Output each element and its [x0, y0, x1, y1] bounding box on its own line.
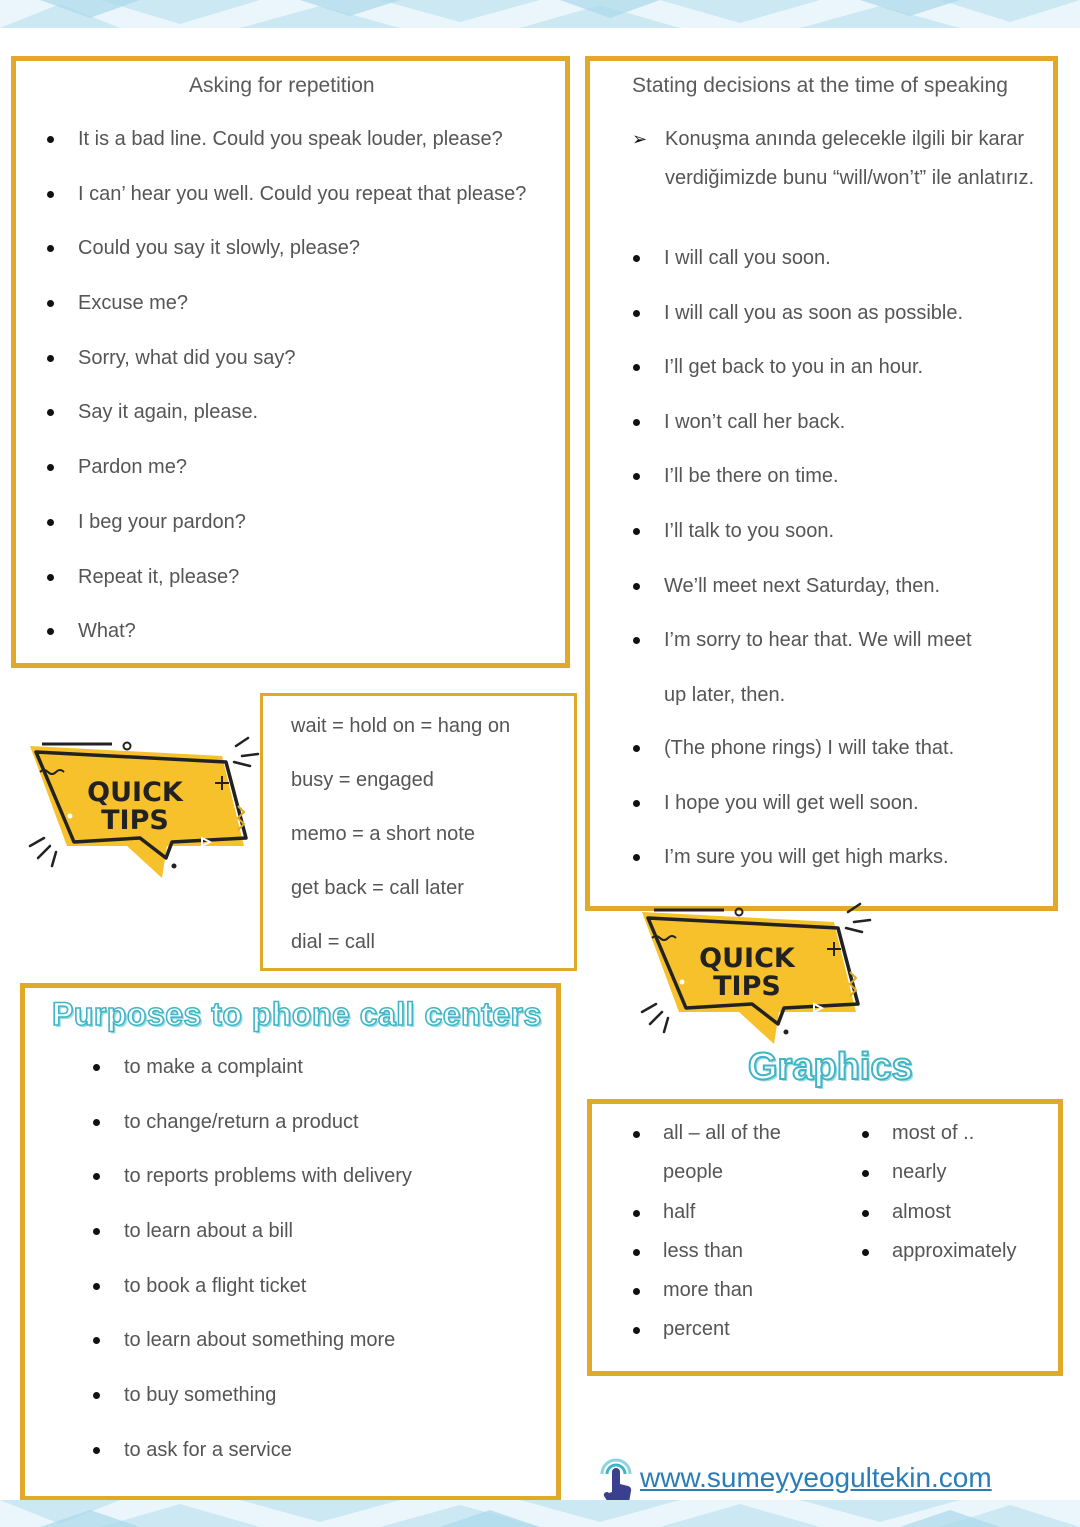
purposes-list	[0, 1040, 412, 1478]
graphics-right-list	[859, 1114, 1017, 1271]
list-item: to reports problems with delivery	[0, 1149, 412, 1204]
repetition-list	[11, 112, 526, 659]
decision-note	[632, 120, 1052, 198]
graphics-left-list	[630, 1114, 781, 1350]
bottom-decorative-band	[0, 1500, 1080, 1527]
arrow-right-icon: ➢	[632, 129, 648, 149]
list-item: I will call you soon.	[589, 231, 984, 286]
decisions-heading: Stating decisions at the time of speaking	[632, 74, 1008, 97]
quick-tips-badge	[22, 734, 262, 889]
list-item: Say it again, please.	[11, 385, 526, 440]
purposes-title: Purposes to phone call centers	[52, 996, 542, 1032]
list-item: I’ll get back to you in an hour.	[589, 340, 984, 395]
list-item: I hope you will get well soon.	[589, 776, 984, 831]
decision-note-text: Konuşma anında gelecekle ilgili bir karar verdiğimizde bunu “will/won’t” ile anlatırız.	[665, 128, 1035, 189]
list-item: Pardon me?	[11, 440, 526, 495]
list-item: people	[663, 1161, 724, 1184]
list-item: Repeat it, please?	[11, 550, 526, 605]
badge-line1: QUICK	[699, 943, 795, 974]
list-item: to make a complaint	[0, 1040, 412, 1095]
list-item: I’m sorry to hear that. We will meet up later, then.	[589, 613, 984, 721]
list-item: (The phone rings) I will take that.	[589, 721, 984, 776]
quick-tips-badge	[634, 900, 874, 1055]
list-item: I can’ hear you well. Could you repeat that please?	[11, 167, 526, 222]
list-item: half	[630, 1193, 781, 1232]
repetition-heading: Asking for repetition	[189, 74, 375, 97]
list-item: I will call you as soon as possible.	[589, 286, 984, 341]
list-item: Excuse me?	[11, 276, 526, 331]
list-item: I’m sure you will get high marks.	[589, 830, 984, 885]
website-link[interactable]: www.sumeyyeogultekin.com	[640, 1462, 992, 1493]
tip-item: wait = hold on = hang on	[291, 715, 511, 737]
list-item: percent	[630, 1310, 781, 1349]
list-item: approximately	[859, 1232, 1017, 1271]
tip-item: get back = call later	[291, 877, 464, 899]
tip-item: busy = engaged	[291, 769, 434, 791]
list-item: I won’t call her back.	[589, 395, 984, 450]
list-item: I’ll talk to you soon.	[589, 504, 984, 559]
list-item: almost	[859, 1193, 1017, 1232]
list-item: I beg your pardon?	[11, 495, 526, 550]
badge-line2: TIPS	[101, 805, 169, 836]
list-item: We’ll meet next Saturday, then.	[589, 559, 984, 614]
badge-line2: TIPS	[713, 971, 781, 1002]
list-item: I’ll be there on time.	[589, 449, 984, 504]
list-item: It is a bad line. Could you speak louder, please?	[11, 112, 526, 167]
list-item: all – all of the	[630, 1114, 781, 1153]
list-item: Could you say it slowly, please?	[11, 221, 526, 276]
list-item: less than	[630, 1232, 781, 1271]
list-item: to buy something	[0, 1368, 412, 1423]
tip-item: memo = a short note	[291, 823, 475, 845]
list-item: nearly	[859, 1153, 1017, 1192]
tip-item: dial = call	[291, 931, 375, 953]
list-item: to book a flight ticket	[0, 1259, 412, 1314]
list-item: to change/return a product	[0, 1095, 412, 1150]
list-item: most of ..	[859, 1114, 1017, 1153]
list-item: more than	[630, 1271, 781, 1310]
list-item: to learn about something more	[0, 1313, 412, 1368]
list-item: Sorry, what did you say?	[11, 331, 526, 386]
list-item: What?	[11, 604, 526, 659]
decisions-list	[589, 231, 984, 885]
list-item: to learn about a bill	[0, 1204, 412, 1259]
quick-tips-list	[291, 699, 510, 969]
top-decorative-band	[0, 0, 1080, 28]
graphics-title: Graphics	[748, 1046, 913, 1088]
list-item: to ask for a service	[0, 1423, 412, 1478]
badge-line1: QUICK	[87, 777, 183, 808]
